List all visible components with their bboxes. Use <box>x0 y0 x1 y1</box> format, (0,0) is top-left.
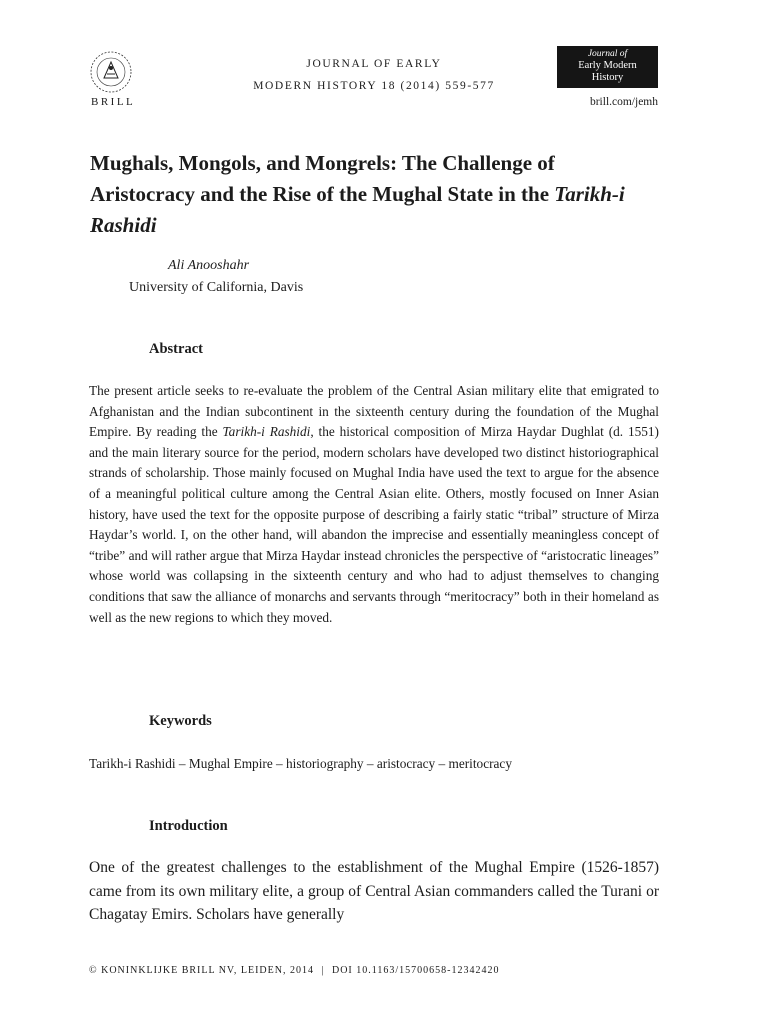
brill-logo-icon <box>86 48 136 96</box>
footer-separator: | <box>321 965 325 976</box>
journal-url[interactable]: brill.com/jemh <box>589 96 658 108</box>
journal-badge-line1: Journal of <box>587 49 628 59</box>
introduction-text: One of the greatest challenges to the establishment of the Mughal Empire (1526-1857) came from its own military elite, a group of Central Asian commanders called the Turani or Chagatay Emirs. Scholars have generally <box>89 859 659 923</box>
introduction-heading: Introduction <box>149 818 228 834</box>
journal-badge <box>557 46 658 88</box>
publisher-name: BRILL <box>91 96 136 108</box>
article-title <box>90 148 650 241</box>
journal-name-line: JOURNAL OF EARLY <box>306 58 442 70</box>
journal-volume-line: MODERN HISTORY 18 (2014) 559-577 <box>253 80 495 92</box>
abstract-text-part2: , the historical composition of Mirza Haydar Dughlat (d. 1551) and the main literary source for the period, modern scholars have developed two distinct historiographical strands of scholarship. Those mainly focused on Mughal India have used the text to argue for the absence of a meaningful political culture among the Central Asian elite. Others, mostly focused on Inner Asian history, have used the text for the opposite purpose of describing a fairly static “tribal” structure of Mirza Haydar’s world. I, on the other hand, will abandon the imprecise and essentially meaningless concept of “tribe” and will rather argue that Mirza Haydar instead chronicles the perspective of “aristocratic lineages” whose world was collapsing in the sixteenth century and who had to adjust themselves to changing conditions that saw the alliance of monarchs and servants through “meritocracy” both in their homeland as well as the new regions to which they moved. <box>89 424 659 625</box>
footer-copyright: © KONINKLIJKE BRILL NV, LEIDEN, 2014 <box>89 965 314 976</box>
footer-doi[interactable]: DOI 10.1163/15700658-12342420 <box>331 965 500 976</box>
keywords-heading: Keywords <box>149 713 212 729</box>
abstract-text-italic: Tarikh-i Rashidi <box>222 424 311 440</box>
author-name: Ali Anooshahr <box>168 258 250 273</box>
title-main: Mughals, Mongols, and Mongrels: The Challenge of Aristocracy and the Rise of the Mughal State in the <box>90 151 555 206</box>
journal-badge-line3: History <box>591 72 624 83</box>
journal-header <box>220 53 528 97</box>
title-italic: Tarikh-i Rashidi <box>90 182 625 237</box>
page-footer <box>89 965 500 976</box>
abstract-text-part1: The present article seeks to re-evaluate the problem of the Central Asian military elite that emigrated to Afghanistan and the Indian subcontinent in the sixteenth century during the foundation of the Mughal Empire. By reading the <box>89 383 659 440</box>
keywords-text: Tarikh-i Rashidi – Mughal Empire – historiography – aristocracy – meritocracy <box>89 756 512 771</box>
journal-badge-line2: Early Modern <box>578 60 637 71</box>
abstract-heading: Abstract <box>149 341 203 357</box>
abstract-text <box>89 381 659 628</box>
author-affiliation: University of California, Davis <box>129 280 304 295</box>
